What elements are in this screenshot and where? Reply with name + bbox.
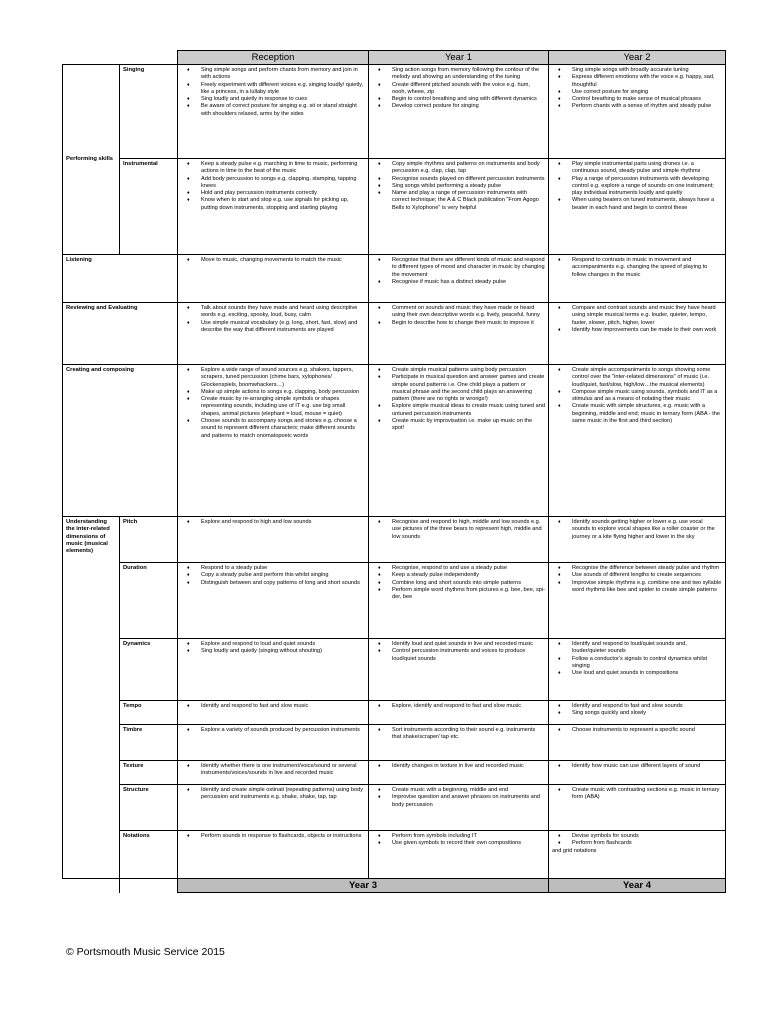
bullet-item: ♦ Freely experiment with different voices e.g. singing loudly/ quietly, like a princess, in a lullaby style	[201, 82, 365, 97]
bullet-item: ♦ Improvise question and answer phrases on instruments and body percussion	[392, 794, 545, 809]
row-notations	[63, 831, 726, 879]
bullet-item: ♦ Create simple accompaniments to songs showing some control over the "inter-related dimensions" of music (i.e. loud/quiet, fast/slow, high/low…the musical elements)	[572, 367, 722, 389]
bullet-item: ♦ Identify sounds getting higher or lower e.g. use vocal sounds to explore vocal shapes like a roller coaster or the journey or a kite flying higher and lower in the sky	[572, 519, 722, 541]
bullet-item: ♦ Sing simple songs and perform chants from memory and join in with actions	[201, 67, 365, 82]
bullet-item: ♦ Identify how improvements can be made to their own work	[572, 327, 722, 334]
timbre-reception-list	[181, 727, 365, 734]
area-performing-skills: Performing skills	[66, 155, 114, 162]
instrumental-reception-list	[181, 161, 365, 212]
col-header-year4: Year 4	[549, 879, 726, 893]
sub-instrumental: Instrumental	[123, 161, 158, 167]
area-creating: Creating and composing	[66, 367, 134, 373]
bullet-item: ♦ Identify changes in texture in live and recorded music	[392, 763, 545, 770]
row-texture	[63, 761, 726, 785]
bullet-item: ♦ Explore and respond to high and low sounds	[201, 519, 365, 526]
row-timbre	[63, 725, 726, 761]
notations-reception-list	[181, 833, 365, 840]
col-header-year1: Year 1	[369, 51, 549, 65]
bullet-item: ♦ Sing loudly and quietly in response to cues	[201, 96, 365, 103]
bullet-item: ♦ Improvise simple rhythms e.g. combine one and two syllable word rhythms like bee and spider to create simple patterns	[572, 580, 722, 595]
bullet-item: ♦ When using beaters on tuned instruments, always have a beater in each hand and begin to control these	[572, 197, 722, 212]
reviewing-year1-list	[372, 305, 545, 327]
bullet-item: ♦ Perform sounds in response to flashcards, objects or instructions	[201, 833, 365, 840]
listening-year1-list	[372, 257, 545, 286]
bullet-item: ♦ Recognise and respond to high, middle and low sounds e.g. use pictures of the three bears to represent high, middle and low sounds	[392, 519, 545, 541]
bullet-item: ♦ Identify whether there is one instrument/voice/sound or several instruments/voices/sounds in live and recorded music	[201, 763, 365, 778]
bullet-item: ♦ Express different emotions with the voice e.g. happy, sad, thoughtful	[572, 74, 722, 89]
bullet-item: ♦ Move to music, changing movements to match the music	[201, 257, 365, 264]
bullet-item: ♦ Sort instruments according to their sound e.g. instruments that shake/scraper/ tap etc.	[392, 727, 545, 742]
texture-year2-list	[552, 763, 722, 770]
bullet-item: ♦ Control percussion instruments and voices to produce loud/quiet sounds	[392, 648, 545, 663]
sub-texture: Texture	[123, 763, 144, 769]
sub-timbre: Timbre	[123, 727, 143, 733]
timbre-year2-list	[552, 727, 722, 734]
bullet-item: ♦ Use correct posture for singing	[572, 89, 722, 96]
bullet-item: ♦ Control breathing to make sense of musical phrases	[572, 96, 722, 103]
notations-year2-list	[552, 833, 722, 848]
bullet-item: ♦ Name and play a range of percussion instruments with correct technique; the A & C Black publication "From Agogo Bells to Xylophone" is very helpful	[392, 190, 545, 212]
bullet-item: ♦ Recognise sounds played on different percussion instruments	[392, 176, 545, 183]
bullet-item: ♦ Create music with a beginning, middle and end	[392, 787, 545, 794]
row-creating	[63, 365, 726, 517]
bullet-item: ♦ Talk about sounds they have made and heard using descriptive words e.g. exciting, spooky, loud, busy, calm	[201, 305, 365, 320]
bullet-item: ♦ Create simple musical patterns using body percussion	[392, 367, 545, 374]
area-listening: Listening	[66, 257, 92, 263]
reviewing-year2-list	[552, 305, 722, 334]
bullet-item: ♦ Identify and respond to fast and slow sounds	[572, 703, 722, 710]
bullet-item: ♦ Copy a steady pulse and perform this whilst singing	[201, 572, 365, 579]
bullet-item: ♦ Identify how music can use different layers of sound	[572, 763, 722, 770]
bullet-item: ♦ Perform simple word rhythms from pictures e.g. bee, bee, spi-der, bee	[392, 587, 545, 602]
singing-year2-list	[552, 67, 722, 111]
bullet-item: ♦ Sing simple songs with broadly accurate tuning	[572, 67, 722, 74]
col-header-reception: Reception	[178, 51, 369, 65]
area-understanding: Understanding the inter-related dimensions of music (musical elements)	[66, 519, 110, 555]
row-listening	[63, 255, 726, 303]
bullet-item: ♦ Combine long and short sounds into simple patterns	[392, 580, 545, 587]
bullet-item: ♦ Use simple musical vocabulary (e.g. long, short, fast, slow) and describe the way that different instruments are played	[201, 320, 365, 335]
structure-year1-list	[372, 787, 545, 809]
tempo-year2-list	[552, 703, 722, 718]
bullet-item: ♦ Keep a steady pulse e.g. marching in time to music, performing actions in time to the beat of the music	[201, 161, 365, 176]
creating-year1-list	[372, 367, 545, 433]
bullet-item: ♦ Recognise that there are different kinds of music and respond to different types of mood and character in music by changing the movement	[392, 257, 545, 279]
row-dynamics	[63, 639, 726, 701]
structure-year2-list	[552, 787, 722, 802]
bullet-item: ♦ Comment on sounds and music they have made or heard using their own descriptive words e.g. lively, peaceful, funny	[392, 305, 545, 320]
sub-tempo: Tempo	[123, 703, 142, 709]
bullet-item: ♦ Create music by improvisation i.e. make up music on the spot!	[392, 418, 545, 433]
bullet-item: ♦ Explore a variety of sounds produced by percussion instruments	[201, 727, 365, 734]
sub-structure: Structure	[123, 787, 149, 793]
dynamics-year2-list	[552, 641, 722, 677]
row-tempo	[63, 701, 726, 725]
structure-reception-list	[181, 787, 365, 802]
bullet-item: ♦ Use loud and quiet sounds in compositions	[572, 670, 722, 677]
singing-year1-list	[372, 67, 545, 111]
row-duration	[63, 563, 726, 639]
pitch-year2-list	[552, 519, 722, 541]
notations-year2-tail: and grid notations	[552, 847, 597, 854]
bullet-item: ♦ Play simple instrumental parts using drones i.e. a continuous sound, steady pulse and simple rhythms	[572, 161, 722, 176]
bullet-item: ♦ Sing songs whilst performing a steady pulse	[392, 183, 545, 190]
bullet-item: ♦ Create music with contrasting sections e.g. music in ternary form (ABA)	[572, 787, 722, 802]
row-singing	[63, 65, 726, 159]
bullet-item: ♦ Add body percussion to songs e.g. clapping, stamping, tapping knees	[201, 176, 365, 191]
tempo-year1-list	[372, 703, 545, 710]
bullet-item: ♦ Create music with simple structures, e.g. music with a beginning, middle and end; music in ternary form (ABA - the same music in the first and third section)	[572, 403, 722, 425]
bullet-item: ♦ Be aware of correct posture for singing e.g. sit or stand straight with shoulders relaxed, arms by the sides	[201, 103, 365, 118]
bullet-item: ♦ Perform chants with a sense of rhythm and steady pulse	[572, 103, 722, 110]
bullet-item: ♦ Compare and contrast sounds and music they have heard using simple musical terms e.g. louder, quieter, tempo, faster, slower, pitch, higher, lower	[572, 305, 722, 327]
reviewing-reception-list	[181, 305, 365, 334]
bullet-item: ♦ Make up simple actions to songs e.g. clapping, body percussion	[201, 389, 365, 396]
bullet-item: ♦ Identify and respond to fast and slow music	[201, 703, 365, 710]
bullet-item: ♦ Sing songs quickly and slowly	[572, 710, 722, 717]
bullet-item: ♦ Perform from flashcards	[572, 840, 722, 847]
bullet-item: ♦ Use given symbols to record their own compositions	[392, 840, 545, 847]
footer-row	[63, 879, 726, 893]
instrumental-year2-list	[552, 161, 722, 212]
dynamics-year1-list	[372, 641, 545, 663]
bullet-item: ♦ Begin to describe how to change their music to improve it	[392, 320, 545, 327]
bullet-item: ♦ Develop correct posture for singing	[392, 103, 545, 110]
sub-notations: Notations	[123, 833, 150, 839]
bullet-item: ♦ Keep a steady pulse independently	[392, 572, 545, 579]
duration-year1-list	[372, 565, 545, 601]
header-row	[63, 51, 726, 65]
bullet-item: ♦ Distinguish between and copy patterns of long and short sounds	[201, 580, 365, 587]
singing-reception-list	[181, 67, 365, 118]
creating-year2-list	[552, 367, 722, 425]
bullet-item: ♦ Choose sounds to accompany songs and stories e.g. choose a sound to represent different characters; make different sounds and patterns to match onomatopoeic words	[201, 418, 365, 440]
sub-singing: Singing	[123, 67, 145, 73]
bullet-item: ♦ Compose simple music using sounds, symbols and IT as a stimulus and as a means of notating their music	[572, 389, 722, 404]
bullet-item: ♦ Identify and create simple ostinati (repeating patterns) using body percussion and instruments e.g. shake, shake, tap, tap	[201, 787, 365, 802]
bullet-item: ♦ Explore a wide range of sound sources e.g. shakers, tappers, scrapers, tuned percussion (chime bars, xylophones/ Glockenspiels, boomwhackers…)	[201, 367, 365, 389]
instrumental-year1-list	[372, 161, 545, 212]
bullet-item: ♦ Copy simple rhythms and patterns on instruments and body percussion e.g. clap, clap, tap	[392, 161, 545, 176]
bullet-item: ♦ Begin to control breathing and sing with different dynamics	[392, 96, 545, 103]
texture-year1-list	[372, 763, 545, 770]
notations-year1-list	[372, 833, 545, 848]
bullet-item: ♦ Recognise if music has a distinct steady pulse	[392, 279, 545, 286]
row-instrumental	[63, 159, 726, 255]
bullet-item: ♦ Recognise the difference between steady pulse and rhythm	[572, 565, 722, 572]
sub-dynamics: Dynamics	[123, 641, 151, 647]
creating-reception-list	[181, 367, 365, 440]
bullet-item: ♦ Recognise, respond to and use a steady pulse	[392, 565, 545, 572]
bullet-item: ♦ Identify and respond to loud/quiet sounds and, louder/quieter sounds	[572, 641, 722, 656]
tempo-reception-list	[181, 703, 365, 710]
area-reviewing: Reviewing and Evaluating	[66, 305, 138, 311]
texture-reception-list	[181, 763, 365, 778]
col-header-year3: Year 3	[178, 879, 549, 893]
music-curriculum-table	[62, 50, 726, 893]
bullet-item: ♦ Explore and respond to loud and quiet sounds	[201, 641, 365, 648]
listening-reception-list	[181, 257, 365, 264]
row-reviewing	[63, 303, 726, 365]
duration-reception-list	[181, 565, 365, 587]
bullet-item: ♦ Explore, identify and respond to fast and slow music	[392, 703, 545, 710]
sub-pitch: Pitch	[123, 519, 138, 525]
bullet-item: ♦ Perform from symbols including IT	[392, 833, 545, 840]
sub-duration: Duration	[123, 565, 147, 571]
bullet-item: ♦ Know when to start and stop e.g. use signals for picking up, putting down instruments, stopping and starting playing	[201, 197, 365, 212]
bullet-item: ♦ Explore simple musical ideas to create music using tuned and untuned percussion instruments	[392, 403, 545, 418]
bullet-item: ♦ Hold and play percussion instruments correctly	[201, 190, 365, 197]
bullet-item: ♦ Create music by re-arranging simple symbols or shapes representing sounds, including use of IT e.g. use big small shapes, animal pictures (elephant = loud, mouse = quiet)	[201, 396, 365, 418]
pitch-year1-list	[372, 519, 545, 541]
bullet-item: ♦ Use sounds of different lengths to create sequences	[572, 572, 722, 579]
row-structure	[63, 785, 726, 831]
duration-year2-list	[552, 565, 722, 594]
listening-year2-list	[552, 257, 722, 279]
bullet-item: ♦ Devise symbols for sounds	[572, 833, 722, 840]
bullet-item: ♦ Create different pitched sounds with the voice e.g. hum, oooh, wheee, zip	[392, 82, 545, 97]
bullet-item: ♦ Sing loudly and quietly (singing without shouting)	[201, 648, 365, 655]
copyright-footer: © Portsmouth Music Service 2015	[66, 946, 225, 958]
bullet-item: ♦ Follow a conductor's signals to control dynamics whilst singing	[572, 656, 722, 671]
bullet-item: ♦ Choose instruments to represent a specific sound	[572, 727, 722, 734]
bullet-item: ♦ Sing action songs from memory following the contour of the melody and showing an understanding of the tuning	[392, 67, 545, 82]
bullet-item: ♦ Respond to contrasts in music in movement and accompaniments e.g. changing the speed of playing to follow changes in the music	[572, 257, 722, 279]
dynamics-reception-list	[181, 641, 365, 656]
bullet-item: ♦ Identify loud and quiet sounds in live and recorded music	[392, 641, 545, 648]
col-header-year2: Year 2	[549, 51, 726, 65]
bullet-item: ♦ Participate in musical question and answer games and create simple sound patterns i.e. One child plays a pattern or musical phrase and the second child plays an answering pattern (there are no rights or wrongs!)	[392, 374, 545, 403]
row-pitch	[63, 517, 726, 563]
bullet-item: ♦ Respond to a steady pulse	[201, 565, 365, 572]
bullet-item: ♦ Play a range of percussion instruments with developing control e.g. explore a range of sounds on one instrument; play individual instruments loudly and quietly	[572, 176, 722, 198]
pitch-reception-list	[181, 519, 365, 526]
timbre-year1-list	[372, 727, 545, 742]
